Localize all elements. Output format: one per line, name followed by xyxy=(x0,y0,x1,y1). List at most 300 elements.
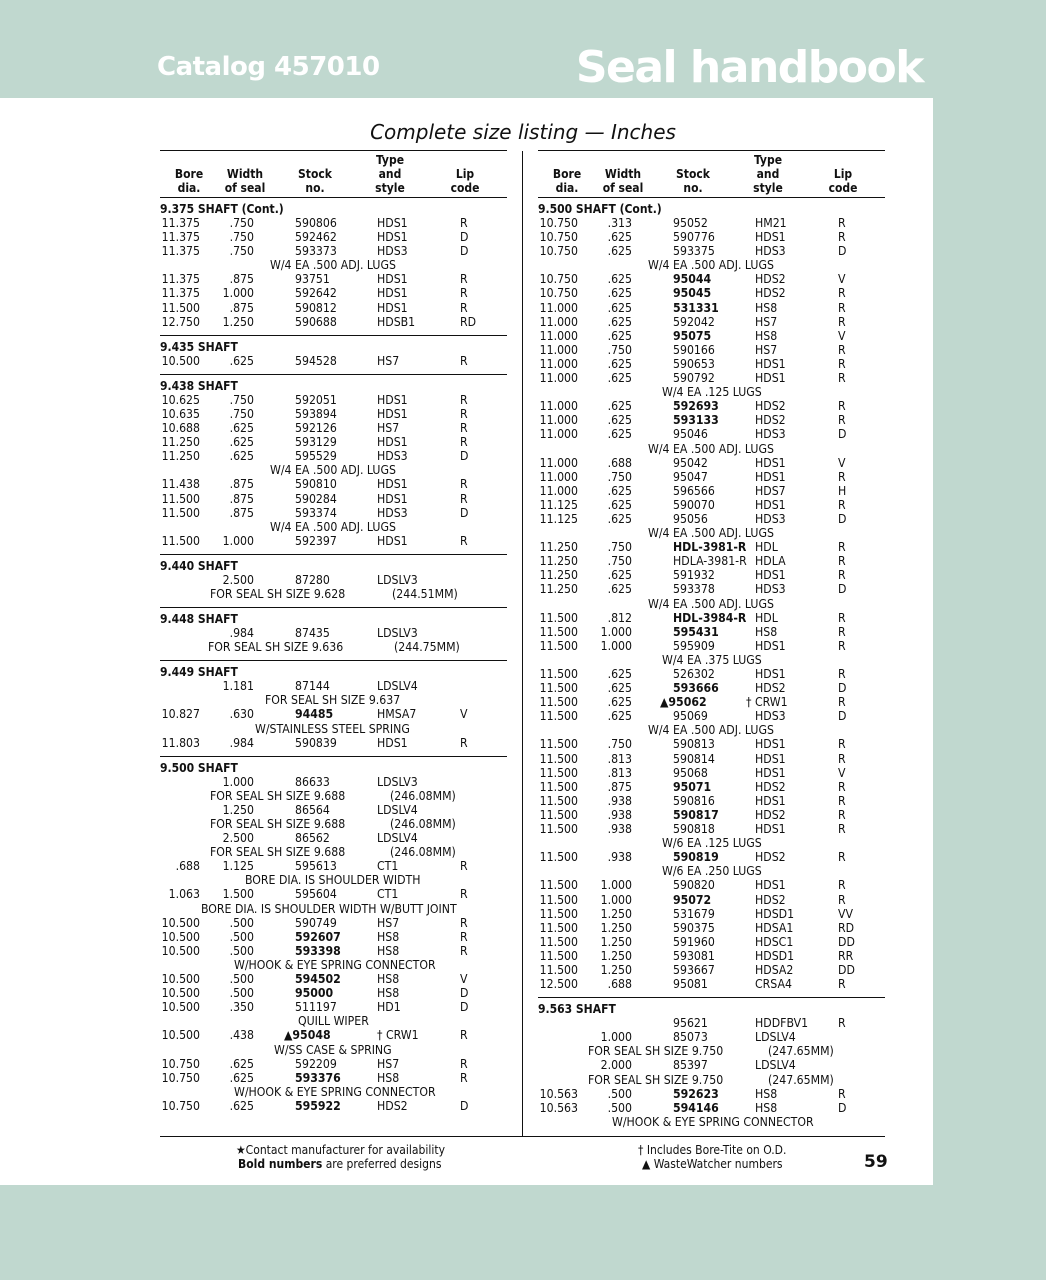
footnote-boretite: † Includes Bore-Tite on O.D. xyxy=(638,1143,787,1157)
lip-code: R xyxy=(838,667,846,681)
stock-no: 95072 xyxy=(673,892,712,907)
lip-code: R xyxy=(838,314,846,329)
table-row xyxy=(160,986,507,1000)
bore-dia: 11.125 xyxy=(539,497,578,512)
seal-width: .688 xyxy=(607,455,632,470)
type-style: † CRW1 xyxy=(746,695,788,710)
table-row xyxy=(538,611,885,625)
row-note xyxy=(538,385,885,399)
stock-no: 590820 xyxy=(673,878,715,893)
row-note xyxy=(160,520,507,534)
bore-dia: 10.563 xyxy=(539,1086,578,1101)
type-style: HDS1 xyxy=(377,392,408,407)
bore-dia: 10.635 xyxy=(161,406,200,421)
stock-no: 93751 xyxy=(295,272,330,287)
col-stock-line2: no. xyxy=(305,181,325,195)
bore-dia: 10.750 xyxy=(161,1098,200,1113)
stock-no: 95045 xyxy=(673,286,712,301)
table-row xyxy=(538,286,885,300)
lip-code: R xyxy=(460,859,468,874)
stock-no: 592209 xyxy=(295,1056,337,1071)
table-row xyxy=(538,272,885,286)
type-style: LDSLV3 xyxy=(377,626,418,641)
note-metric: (244.75MM) xyxy=(394,640,460,655)
shaft-heading: 9.500 SHAFT xyxy=(160,760,238,775)
stock-no: 590375 xyxy=(673,920,715,935)
shaft-heading: 9.375 SHAFT (Cont.) xyxy=(160,202,284,216)
stock-no: 592397 xyxy=(295,533,337,548)
bore-dia: 11.500 xyxy=(539,765,578,780)
bore-dia: 11.500 xyxy=(161,505,200,520)
type-style: HDS3 xyxy=(377,505,408,520)
type-style: HDS2 xyxy=(755,807,786,822)
stock-no: 590813 xyxy=(673,737,715,752)
bore-dia: 11.500 xyxy=(539,638,578,653)
bore-dia: 11.000 xyxy=(539,399,578,414)
stock-no: 590776 xyxy=(673,230,715,245)
seal-width: .625 xyxy=(607,427,632,442)
col-width-line2: of seal xyxy=(224,181,266,195)
stock-no: 594528 xyxy=(295,353,337,368)
lip-code: R xyxy=(460,887,468,902)
type-style: † CRW1 xyxy=(377,1028,419,1043)
table-row xyxy=(538,343,885,357)
lip-code: R xyxy=(838,850,846,865)
table-row xyxy=(160,626,507,640)
table-row xyxy=(538,850,885,864)
lip-code: V xyxy=(838,328,846,343)
type-style: HS8 xyxy=(755,300,778,315)
seal-width: .625 xyxy=(229,449,254,464)
stock-no: 590817 xyxy=(673,807,719,822)
note-text: BORE DIA. IS SHOULDER WIDTH W/BUTT JOINT xyxy=(201,901,457,916)
seal-width: .750 xyxy=(607,554,632,569)
bore-dia: 11.000 xyxy=(539,314,578,329)
type-style: LDSLV4 xyxy=(755,1058,796,1073)
table-row xyxy=(538,963,885,977)
row-note xyxy=(160,258,507,272)
row-note xyxy=(160,640,507,654)
bore-dia: 11.438 xyxy=(161,477,200,492)
table-row xyxy=(538,681,885,695)
type-style: HDS1 xyxy=(755,469,786,484)
col-bore-line1: Bore xyxy=(552,167,582,181)
type-style: HS7 xyxy=(377,421,400,436)
bore-dia: 11.500 xyxy=(539,751,578,766)
note-text: FOR SEAL SH SIZE 9.688 xyxy=(210,845,346,860)
type-style: HDS1 xyxy=(755,822,786,837)
bore-dia: 11.500 xyxy=(539,624,578,639)
stock-no: 590166 xyxy=(673,342,715,357)
table-row xyxy=(538,878,885,892)
stock-no: 95071 xyxy=(673,779,712,794)
note-text: W/STAINLESS STEEL SPRING xyxy=(255,721,410,736)
seal-width: .625 xyxy=(607,300,632,315)
seal-width: .750 xyxy=(229,230,254,245)
seal-width: .688 xyxy=(607,977,632,992)
bore-dia: 11.000 xyxy=(539,356,578,371)
col-style-line3: style xyxy=(753,181,783,195)
type-style: HDS1 xyxy=(377,735,408,750)
table-row xyxy=(160,315,507,329)
bore-dia: 11.500 xyxy=(539,793,578,808)
lip-code: R xyxy=(838,413,846,428)
col-lip-line1: Lip xyxy=(455,167,475,181)
type-style: HDS1 xyxy=(377,300,408,315)
stock-no: 592642 xyxy=(295,286,337,301)
type-style: HDS1 xyxy=(755,230,786,245)
bore-dia: 11.250 xyxy=(539,582,578,597)
type-style: HDS3 xyxy=(377,449,408,464)
lip-code: R xyxy=(838,356,846,371)
right-column-body xyxy=(538,202,885,1129)
lip-code: R xyxy=(838,737,846,752)
lip-code: R xyxy=(460,286,468,301)
stock-no: 86562 xyxy=(295,831,330,846)
seal-width: .625 xyxy=(607,483,632,498)
lip-code: V xyxy=(460,972,468,987)
seal-width: 1.125 xyxy=(222,859,254,874)
lip-code: R xyxy=(838,469,846,484)
note-text: FOR SEAL SH SIZE 9.688 xyxy=(210,817,346,831)
type-style: HS8 xyxy=(377,943,400,958)
seal-width: .875 xyxy=(229,300,254,315)
row-note xyxy=(538,1044,885,1058)
stock-no: 592462 xyxy=(295,230,337,245)
lip-code: RD xyxy=(460,314,477,329)
table-row xyxy=(160,775,507,789)
stock-no: ▲95048 xyxy=(284,1028,331,1043)
type-style: HDS1 xyxy=(755,455,786,470)
note-text: W/HOOK & EYE SPRING CONNECTOR xyxy=(234,1084,436,1099)
note-text: W/4 EA .375 LUGS xyxy=(662,652,762,667)
stock-no: 595909 xyxy=(673,638,715,653)
lip-code: R xyxy=(838,342,846,357)
seal-width: .625 xyxy=(607,695,632,710)
section-rule xyxy=(160,660,507,661)
lip-code: R xyxy=(838,1016,846,1031)
footnote-left xyxy=(236,1143,445,1171)
lip-code: R xyxy=(460,300,468,315)
type-style: HDS2 xyxy=(755,779,786,794)
bore-dia: 11.375 xyxy=(161,244,200,259)
bore-dia: 11.000 xyxy=(539,483,578,498)
seal-width: .625 xyxy=(607,371,632,386)
bore-dia: 10.500 xyxy=(161,929,200,944)
row-note xyxy=(160,463,507,477)
lip-code: D xyxy=(838,582,847,597)
seal-width: 1.000 xyxy=(222,774,254,789)
type-style: HDSD1 xyxy=(755,948,795,963)
type-style: HDS1 xyxy=(755,638,786,653)
seal-width: .750 xyxy=(229,406,254,421)
table-row xyxy=(538,977,885,991)
table-row xyxy=(538,315,885,329)
lip-code: R xyxy=(460,392,468,407)
seal-width: .500 xyxy=(229,986,254,1001)
row-note xyxy=(160,789,507,803)
type-style: HDS7 xyxy=(755,483,786,498)
bore-dia: 11.500 xyxy=(161,533,200,548)
stock-no: 595431 xyxy=(673,624,719,639)
seal-width: .625 xyxy=(607,511,632,526)
bore-dia: 11.250 xyxy=(161,435,200,450)
table-row xyxy=(160,859,507,873)
row-note xyxy=(538,442,885,456)
table-row xyxy=(538,498,885,512)
stock-no: 95621 xyxy=(673,1016,708,1031)
lip-code: R xyxy=(460,353,468,368)
type-style: HDS2 xyxy=(755,413,786,428)
type-style: HDSA1 xyxy=(755,920,794,935)
stock-no: 590814 xyxy=(673,751,715,766)
lip-code: R xyxy=(460,216,468,230)
type-style: HD1 xyxy=(377,1000,401,1015)
row-note xyxy=(538,526,885,540)
note-text: W/4 EA .500 ADJ. LUGS xyxy=(270,519,396,534)
bore-dia: 11.000 xyxy=(539,413,578,428)
note-text: FOR SEAL SH SIZE 9.750 xyxy=(588,1044,724,1059)
stock-no: 590749 xyxy=(295,915,337,930)
row-note xyxy=(160,845,507,859)
stock-no: 595604 xyxy=(295,887,337,902)
stock-no: 590284 xyxy=(295,491,337,506)
type-style: HDSC1 xyxy=(755,934,794,949)
stock-no: 511197 xyxy=(295,1000,337,1015)
bore-dia: 12.750 xyxy=(161,314,200,329)
table-row xyxy=(538,780,885,794)
bore-dia: 11.500 xyxy=(161,491,200,506)
seal-width: .625 xyxy=(607,582,632,597)
left-column-body xyxy=(160,202,507,1113)
table-row xyxy=(160,272,507,286)
row-note xyxy=(160,817,507,831)
table-row xyxy=(160,534,507,548)
type-style: LDSLV4 xyxy=(377,679,418,694)
lip-code: R xyxy=(460,735,468,750)
bore-dia: 11.375 xyxy=(161,216,200,230)
bore-dia: 10.500 xyxy=(161,972,200,987)
stock-no: 590792 xyxy=(673,371,715,386)
note-text: W/4 EA .500 ADJ. LUGS xyxy=(648,596,774,611)
table-row xyxy=(538,456,885,470)
bore-dia: 11.500 xyxy=(539,920,578,935)
stock-no: 593081 xyxy=(673,948,715,963)
stock-no: 87280 xyxy=(295,572,330,587)
stock-no: 590839 xyxy=(295,735,337,750)
type-style: HDSB1 xyxy=(377,314,416,329)
note-text: W/4 EA .500 ADJ. LUGS xyxy=(648,258,774,273)
row-note xyxy=(160,873,507,887)
stock-no: 590688 xyxy=(295,314,337,329)
type-style: HDS1 xyxy=(377,272,408,287)
stock-no: 590816 xyxy=(673,793,715,808)
seal-width: .500 xyxy=(229,915,254,930)
section-rule xyxy=(160,607,507,608)
bore-dia: 10.563 xyxy=(539,1100,578,1115)
table-row xyxy=(160,230,507,244)
row-note xyxy=(160,1014,507,1028)
table-row xyxy=(160,803,507,817)
bore-dia: 11.500 xyxy=(539,878,578,893)
seal-width: 1.000 xyxy=(222,286,254,301)
bore-dia: 10.500 xyxy=(161,915,200,930)
type-style: HDL xyxy=(755,610,778,625)
table-row xyxy=(538,695,885,709)
bore-dia: 11.500 xyxy=(539,681,578,696)
bore-dia: 11.000 xyxy=(539,455,578,470)
type-style: HDS1 xyxy=(755,737,786,752)
stock-no: 95056 xyxy=(673,511,708,526)
type-style: HDS2 xyxy=(755,399,786,414)
type-style: HDS2 xyxy=(755,681,786,696)
stock-no: 595529 xyxy=(295,449,337,464)
row-note xyxy=(160,902,507,916)
footnote-bold-label: Bold numbers xyxy=(238,1157,323,1171)
seal-width: 1.000 xyxy=(600,638,632,653)
seal-width: .625 xyxy=(229,353,254,368)
lip-code: R xyxy=(838,977,846,992)
col-bore-line2: dia. xyxy=(555,181,579,195)
col-style-line1: Type xyxy=(375,153,405,167)
bore-dia: 11.500 xyxy=(539,667,578,681)
row-note xyxy=(538,723,885,737)
lip-code: R xyxy=(460,435,468,450)
bore-dia: 11.000 xyxy=(539,300,578,315)
seal-width: .875 xyxy=(229,505,254,520)
row-note xyxy=(538,864,885,878)
bore-dia: 10.750 xyxy=(161,1056,200,1071)
type-style: HS8 xyxy=(755,1086,778,1101)
row-note xyxy=(160,1085,507,1099)
table-row xyxy=(160,477,507,491)
table-row xyxy=(538,625,885,639)
bore-dia: 11.500 xyxy=(539,962,578,977)
bore-dia: 10.625 xyxy=(161,392,200,407)
lip-code: R xyxy=(838,540,846,555)
shaft-heading: 9.563 SHAFT xyxy=(538,1002,616,1017)
type-style: HDS1 xyxy=(755,497,786,512)
shaft-heading: 9.440 SHAFT xyxy=(160,558,238,573)
type-style: HS7 xyxy=(377,353,400,368)
seal-width: .625 xyxy=(607,399,632,414)
lip-code: R xyxy=(460,1070,468,1085)
section-rule xyxy=(538,997,885,998)
bore-dia: 11.500 xyxy=(539,906,578,921)
table-row xyxy=(160,573,507,587)
type-style: HS7 xyxy=(377,915,400,930)
note-text: W/6 EA .125 LUGS xyxy=(662,836,762,851)
bore-dia: 11.500 xyxy=(539,779,578,794)
type-style: HDLA xyxy=(755,554,786,569)
type-style: HDS1 xyxy=(377,406,408,421)
seal-width: 2.500 xyxy=(222,831,254,846)
lip-code: DD xyxy=(838,962,855,977)
section-rule xyxy=(160,335,507,336)
type-style: HDS2 xyxy=(755,272,786,287)
seal-width: .750 xyxy=(229,244,254,259)
stock-no: 590819 xyxy=(673,850,719,865)
seal-width: .350 xyxy=(229,1000,254,1015)
seal-width: .750 xyxy=(229,392,254,407)
lip-code: R xyxy=(460,943,468,958)
lip-code: V xyxy=(838,455,846,470)
type-style: HS7 xyxy=(755,314,778,329)
lip-code: R xyxy=(838,300,846,315)
seal-width: .625 xyxy=(607,667,632,681)
lip-code: D xyxy=(838,244,847,259)
lip-code: R xyxy=(838,751,846,766)
type-style: HDSD1 xyxy=(755,906,795,921)
lip-code: R xyxy=(838,554,846,569)
shaft-heading: 9.500 SHAFT (Cont.) xyxy=(538,202,662,216)
table-row xyxy=(160,1071,507,1085)
row-note xyxy=(538,836,885,850)
table-row xyxy=(538,822,885,836)
lip-code: D xyxy=(460,505,469,520)
lip-code: R xyxy=(460,406,468,421)
row-note xyxy=(538,1115,885,1129)
type-style: HDSA2 xyxy=(755,962,794,977)
type-style: HDS1 xyxy=(755,751,786,766)
table-row xyxy=(160,492,507,506)
type-style: HMSA7 xyxy=(377,707,417,722)
seal-width: .625 xyxy=(607,568,632,583)
seal-width: .875 xyxy=(229,272,254,287)
type-style: LDSLV4 xyxy=(755,1030,796,1045)
table-row xyxy=(538,921,885,935)
type-style: HDS1 xyxy=(755,793,786,808)
row-note xyxy=(160,1043,507,1057)
bore-dia: .688 xyxy=(175,859,200,874)
seal-width: .984 xyxy=(229,626,254,641)
seal-width: 1.250 xyxy=(600,906,632,921)
note-text: W/HOOK & EYE SPRING CONNECTOR xyxy=(612,1114,814,1129)
table-row xyxy=(538,639,885,653)
bore-dia: 1.063 xyxy=(168,887,200,902)
lip-code: R xyxy=(838,695,846,710)
seal-width: .500 xyxy=(607,1100,632,1115)
stock-no: 593666 xyxy=(673,681,719,696)
col-style-line3: style xyxy=(375,181,405,195)
seal-width: .313 xyxy=(607,216,632,230)
bore-dia: 10.500 xyxy=(161,1028,200,1043)
type-style: LDSLV4 xyxy=(377,831,418,846)
lip-code: R xyxy=(460,533,468,548)
bore-dia: 11.500 xyxy=(539,892,578,907)
table-row xyxy=(538,470,885,484)
type-style: HS8 xyxy=(755,328,778,343)
seal-width: .625 xyxy=(607,244,632,259)
note-metric: (246.08MM) xyxy=(390,788,456,803)
note-text: W/4 EA .500 ADJ. LUGS xyxy=(648,441,774,456)
type-style: CT1 xyxy=(377,887,399,902)
seal-width: .630 xyxy=(229,707,254,722)
type-style: HS8 xyxy=(377,929,400,944)
bore-dia: 11.500 xyxy=(161,300,200,315)
bore-dia: 11.250 xyxy=(539,540,578,555)
type-style: HM21 xyxy=(755,216,787,230)
stock-no: 595922 xyxy=(295,1098,341,1113)
type-style: HS8 xyxy=(755,1100,778,1115)
lip-code: V xyxy=(460,707,468,722)
table-row xyxy=(538,907,885,921)
bore-dia: 11.250 xyxy=(539,554,578,569)
stock-no: HDL-3981-R xyxy=(673,540,747,555)
bore-dia: 11.000 xyxy=(539,427,578,442)
note-metric: (247.65MM) xyxy=(768,1072,834,1087)
stock-no: 85073 xyxy=(673,1030,708,1045)
